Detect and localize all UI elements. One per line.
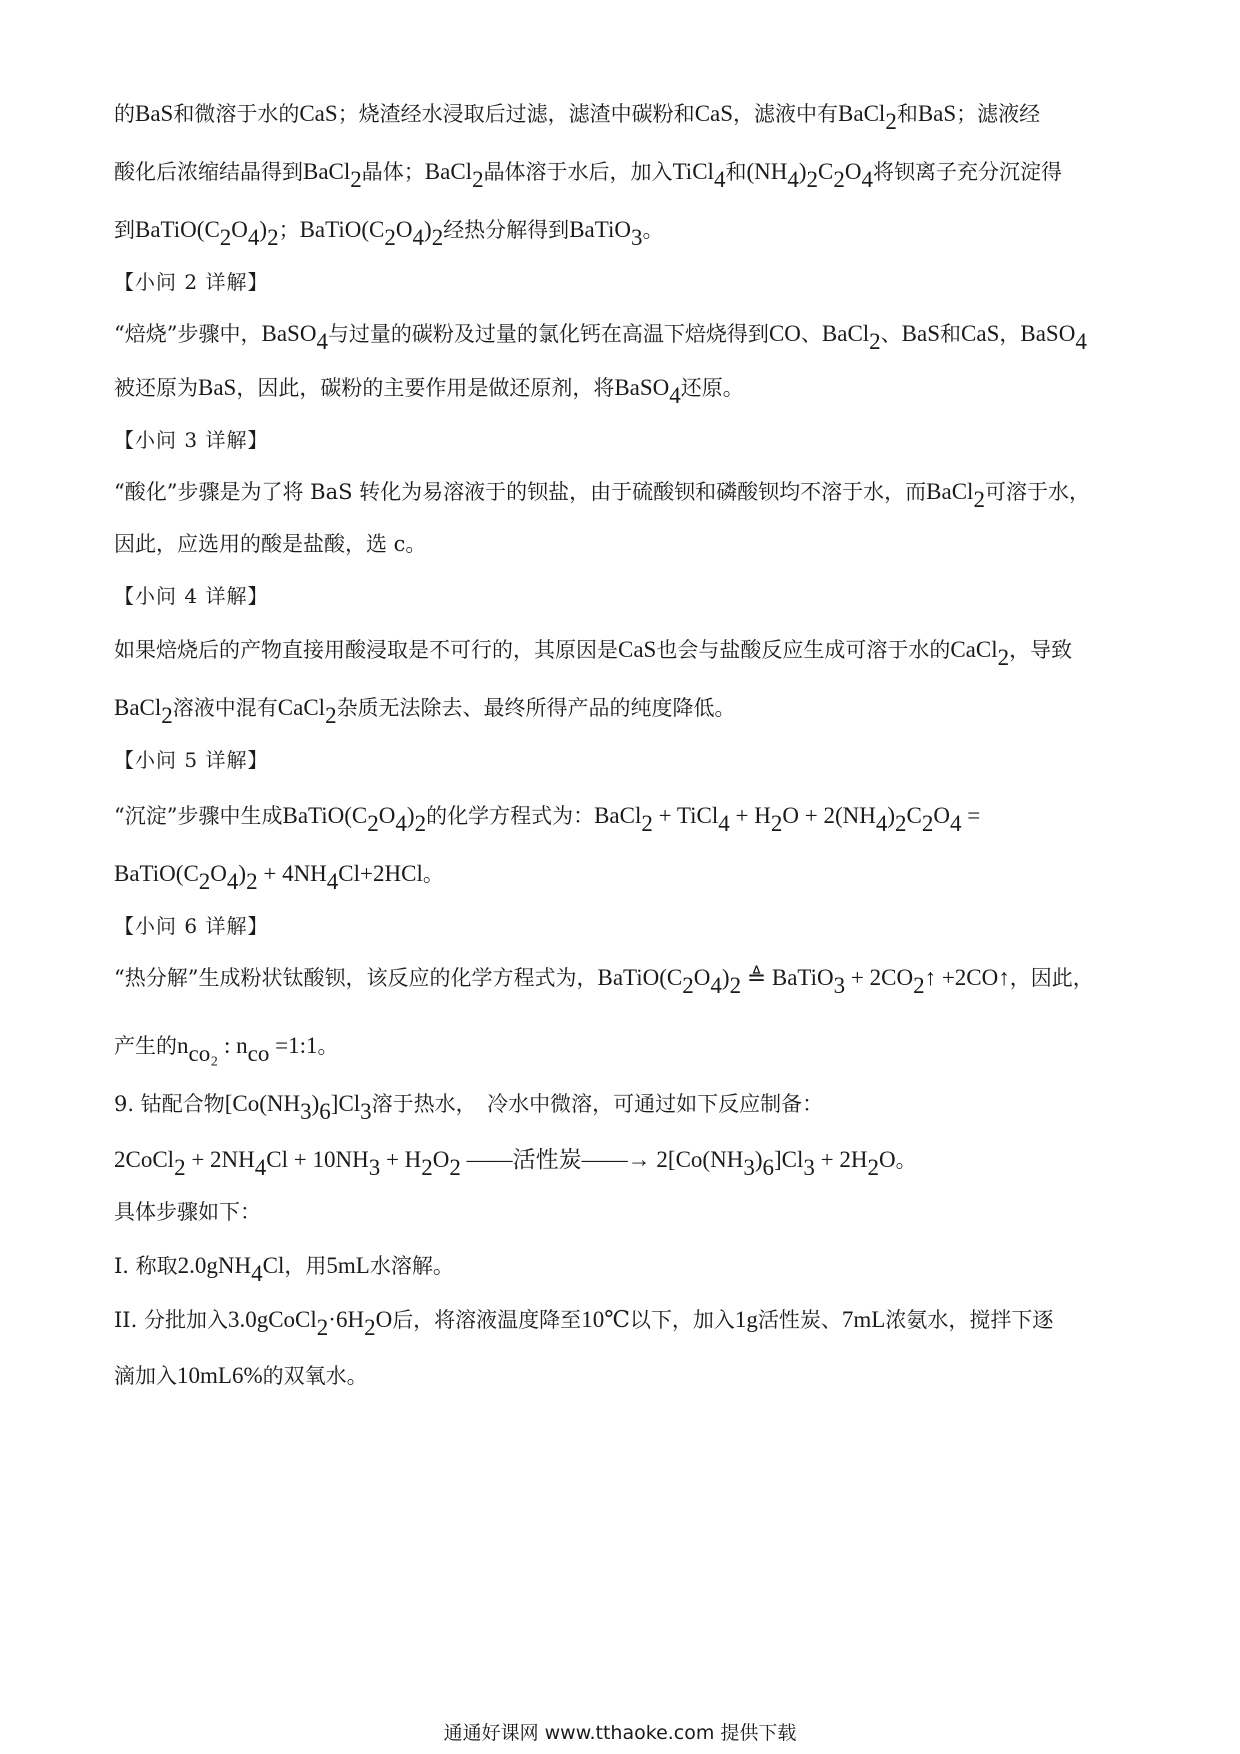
formula-run: + H [380,1147,422,1172]
formula-subscript: 2 [885,109,897,135]
text-run: 具体步骤如下： [114,1200,261,1224]
formula-subscript: 2 [384,225,396,251]
text-run: 杂质无法除去、最终所得产品的纯度降低。 [336,696,736,720]
formula-run: BaCl [926,479,974,504]
text-line [114,478,1134,513]
formula-subscript: 2 [806,167,818,193]
text-run: ；烧渣经水浸取后过滤，滤渣中碳粉和 [337,102,695,126]
formula-subscript: 3 [803,1155,815,1181]
text-line [114,694,1134,729]
formula-run: O + 2(NH [782,803,876,828]
text-line [114,1198,1134,1226]
formula-subscript: co [247,1041,270,1067]
text-run: 晶体溶于水后，加入 [483,160,673,184]
text-line [114,1146,1134,1181]
formula-subscript: 4 [669,383,681,409]
formula-subscript: 4 [787,167,799,193]
text-run: 晶体； [361,160,425,184]
text-line [114,860,1134,895]
formula-run: C [818,159,834,184]
text-run: 将钡离子充分沉淀得 [872,160,1062,184]
text-line [114,1306,1134,1341]
formula-subscript: 4 [710,973,722,999]
text-run: 以下，加入 [629,1308,735,1332]
text-line [114,530,1134,558]
formula-run: BaS [198,375,237,400]
formula-run: 10℃ [581,1307,630,1332]
text-run: 【小问 5 详解】 [114,748,269,772]
formula-subscript: 2 [449,1155,461,1181]
formula-run: CaS [618,637,657,662]
text-run: 的 [114,102,135,126]
text-run: I. 称取 [114,1254,178,1278]
text-run: 活性炭、 [757,1308,842,1332]
formula-run: ↑ +2CO↑ [924,965,1010,990]
formula-run: BaCl [838,101,886,126]
formula-run: Cl + 10NH [266,1147,369,1172]
formula-subscript: 2 [833,167,845,193]
formula-subscript: 2 [921,811,934,837]
formula-run: O [231,217,248,242]
formula-subscript: 2 [682,973,694,999]
text-run: 。 [422,862,444,886]
formula-subscript: 4 [861,167,873,193]
formula-run: ]Cl [330,1091,361,1116]
formula-subscript: 2 [895,811,907,837]
formula-run: ·6H [328,1307,365,1332]
formula-run: 7mL [841,1307,886,1332]
formula-run: ) [754,1147,763,1172]
formula-run: : n [218,1033,248,1058]
formula-subscript: 4 [875,811,888,837]
formula-subscript: 2 [219,225,232,251]
formula-subscript: 4 [247,225,260,251]
text-run: 、 [880,322,902,346]
text-run: 被还原为 [114,376,198,400]
formula-run: BaCl [303,159,351,184]
formula-subscript: 2 [246,869,258,895]
formula-run: BaCl [114,695,162,720]
formula-run: ]Cl [773,1147,804,1172]
text-run: 和微溶于水的 [173,102,300,126]
formula-run: + 2CO [845,965,914,990]
formula-subscript: 2 [641,811,653,837]
formula-run: BaS [135,101,174,126]
text-line [114,964,1134,999]
formula-run: 1g [734,1307,758,1332]
text-run: 和 [896,102,918,126]
formula-run: O [395,217,413,242]
text-run: 【小问 3 详解】 [114,428,269,452]
formula-run: =1:1 [269,1033,318,1058]
text-run: 、 [800,322,822,346]
formula-subscript: 2 [414,811,427,837]
formula-run: BaTiO(C [299,217,385,242]
section-heading [114,426,1134,454]
formula-subscript: 3 [743,1155,755,1181]
text-run: 【小问 2 详解】 [114,270,269,294]
formula-subscript: 2 [729,973,742,999]
formula-run: O [378,803,396,828]
formula-run: CaCl [277,695,326,720]
text-run: 【小问 4 详解】 [114,584,269,608]
formula-subscript: 2 [431,225,444,251]
formula-run: CO [768,321,801,346]
text-run: 经热分解得到 [443,218,570,242]
formula-run: BaS [901,321,941,346]
formula-run: O [844,159,862,184]
text-run: 。 [895,1148,917,1172]
formula-subscript: 2 [869,329,881,355]
text-line [114,1090,1134,1125]
text-run: “沉淀”步骤中生成 [114,804,283,828]
text-run: 与过量的碳粉及过量的氯化钙在高温下焙烧得到 [327,322,769,346]
formula-subscript: 2 [867,1155,879,1181]
formula-subscript: 2 [350,167,362,193]
formula-run: ) [406,803,415,828]
formula-subscript: 3 [368,1155,381,1181]
formula-run: BaCl [424,159,473,184]
formula-run: ) [311,1091,320,1116]
formula-run: CaS [694,101,734,126]
formula-run: CaS [299,101,338,126]
formula-subscript: 2 [174,1155,186,1181]
text-run: ；滤液经 [956,102,1041,126]
formula-run: O [693,965,711,990]
formula-subscript: 6 [319,1099,331,1125]
formula-subscript: 4 [713,167,726,193]
text-run: 。 [642,218,664,242]
formula-run: ) [887,803,896,828]
text-line [114,636,1134,671]
formula-run: ) [238,861,247,886]
text-run: 后，将溶液温度降至 [392,1308,582,1332]
text-line [114,1252,1134,1287]
text-run: 的双氧水。 [262,1364,368,1388]
formula-run: CaCl [950,637,998,662]
formula-run: 2CoCl [114,1147,175,1172]
formula-subscript: 2 [997,645,1010,671]
formula-subscript: 2 [198,869,211,895]
formula-subscript: 3 [833,973,846,999]
text-run: 的化学方程式为： [426,804,595,828]
formula-subscript: 4 [718,811,730,837]
formula-run: ) [798,159,807,184]
formula-subscript: 2 [316,1315,329,1341]
formula-subscript: 4 [949,811,962,837]
text-run: “酸化”步骤是为了将 BaS 转化为易溶液于的钡盐，由于硫酸钡和磷酸钡均不溶于水，而 [114,480,927,504]
formula-subscript: 3 [360,1099,372,1125]
text-line [114,1362,1134,1390]
formula-run: BaTiO(C [114,861,199,886]
formula-subscript: 2 [973,487,985,513]
formula-run: TiCl [672,159,714,184]
text-run: 溶于热水， 冷水中微溶，可通过如下反应制备： [371,1092,824,1116]
text-line [114,1032,1134,1067]
text-run: 如果焙烧后的产物直接用酸浸取是不可行的，其原因是 [114,638,618,662]
formula-run: ) [424,217,432,242]
formula-run: 3.0gCoCl [227,1307,317,1332]
formula-run: 5mL [326,1253,370,1278]
formula-subscript: 2 [161,703,173,729]
formula-run: BaS [917,101,957,126]
text-line [114,158,1134,193]
formula-run: BaTiO(C [282,803,368,828]
formula-run: (NH [746,159,788,184]
text-run: ； [278,218,300,242]
formula-run: BaSO [1020,321,1076,346]
text-line [114,374,1134,409]
text-run: ，因此，碳粉的主要作用是做还原剂，将 [236,376,615,400]
formula-run: BaCl [594,803,642,828]
text-run: ，导致 [1009,638,1073,662]
text-line [114,802,1134,837]
text-run: 产生的 [114,1034,177,1058]
text-line [114,320,1134,355]
section-heading [114,582,1134,610]
formula-run: [Co(NH [224,1091,301,1116]
text-run: II. 分批加入 [114,1308,228,1332]
formula-subscript: 4 [1075,329,1087,355]
text-run: 还原。 [680,376,744,400]
formula-subscript: 2 [364,1315,376,1341]
formula-run: ——活性炭——→ 2[Co(NH [460,1147,744,1172]
formula-subscript: 2 [267,225,279,251]
formula-subscript: 3 [630,225,643,251]
formula-subscript: 3 [300,1099,312,1125]
formula-run: BaTiO(C [135,217,220,242]
formula-run: + TiCl [652,803,719,828]
section-heading [114,746,1134,774]
formula-subscript: 4 [254,1155,267,1181]
formula-subscript: 4 [395,811,407,837]
formula-run: BaTiO(C [597,965,683,990]
section-heading [114,912,1134,940]
text-run: “焙烧”步骤中， [114,322,262,346]
formula-run: BaSO [261,321,317,346]
text-run: 酸化后浓缩结晶得到 [114,160,303,184]
text-run: “热分解”生成粉状钛酸钡，该反应的化学方程式为， [114,966,598,990]
formula-run: + 4NH [257,861,327,886]
formula-run: O [432,1147,450,1172]
formula-run: CaS [961,321,1000,346]
formula-run: O [375,1307,393,1332]
formula-run: ) [259,217,268,242]
text-run: 滴加入 [114,1364,177,1388]
formula-subscript: 4 [326,869,339,895]
formula-run: n [177,1033,189,1058]
formula-run: BaSO [614,375,670,400]
formula-subscript: 4 [316,329,328,355]
formula-run: Cl [262,1253,285,1278]
formula-subscript: 2 [367,811,379,837]
formula-subscript: 4 [226,869,239,895]
formula-subscript: 6 [762,1155,774,1181]
text-run: 。 [317,1034,339,1058]
text-run: 溶液中混有 [172,696,278,720]
formula-subscript: 2 [770,811,783,837]
formula-subscript: 2 [913,973,925,999]
text-run: 也会与盐酸反应生成可溶于水的 [656,638,951,662]
formula-run: BaCl [821,321,870,346]
text-run: ，因此， [1009,966,1094,990]
text-run: 到 [114,218,135,242]
formula-run: O [933,803,950,828]
formula-run: 2.0gNH [177,1253,252,1278]
text-run: 可溶于水， [984,480,1090,504]
formula-run: BaTiO [569,217,631,242]
formula-run: + 2H [814,1147,868,1172]
formula-run: C [906,803,922,828]
formula-run: ≜ BaTiO [741,965,834,990]
section-heading [114,268,1134,296]
formula-subscript: co₂ [188,1041,219,1067]
formula-run: ) [721,965,730,990]
footer-watermark: 通通好课网 www.tthaoke.com 提供下载 [443,1722,797,1744]
text-run: 浓氨水，搅拌下逐 [885,1308,1054,1332]
text-run: 水溶解。 [369,1254,454,1278]
text-run: 9. 钴配合物 [114,1092,225,1116]
formula-run: = [961,803,981,828]
formula-subscript: 2 [421,1155,433,1181]
formula-run: + H [729,803,771,828]
text-run: ， [999,322,1021,346]
text-run: ，滤液中有 [733,102,839,126]
text-line [114,100,1134,135]
formula-run: O [210,861,227,886]
text-run: 和 [725,160,747,184]
formula-run: + 2NH [185,1147,255,1172]
text-run: 【小问 6 详解】 [114,914,269,938]
text-line [114,216,1134,251]
formula-subscript: 4 [251,1261,263,1287]
text-run: ，用 [284,1254,327,1278]
formula-run: 10mL6% [177,1363,263,1388]
text-run: 和 [940,322,962,346]
formula-run: Cl+2HCl [338,861,423,886]
formula-run: O [878,1147,896,1172]
formula-subscript: 4 [412,225,425,251]
formula-subscript: 2 [325,703,337,729]
text-run: 因此，应选用的酸是盐酸，选 c。 [114,532,427,556]
formula-subscript: 2 [472,167,484,193]
